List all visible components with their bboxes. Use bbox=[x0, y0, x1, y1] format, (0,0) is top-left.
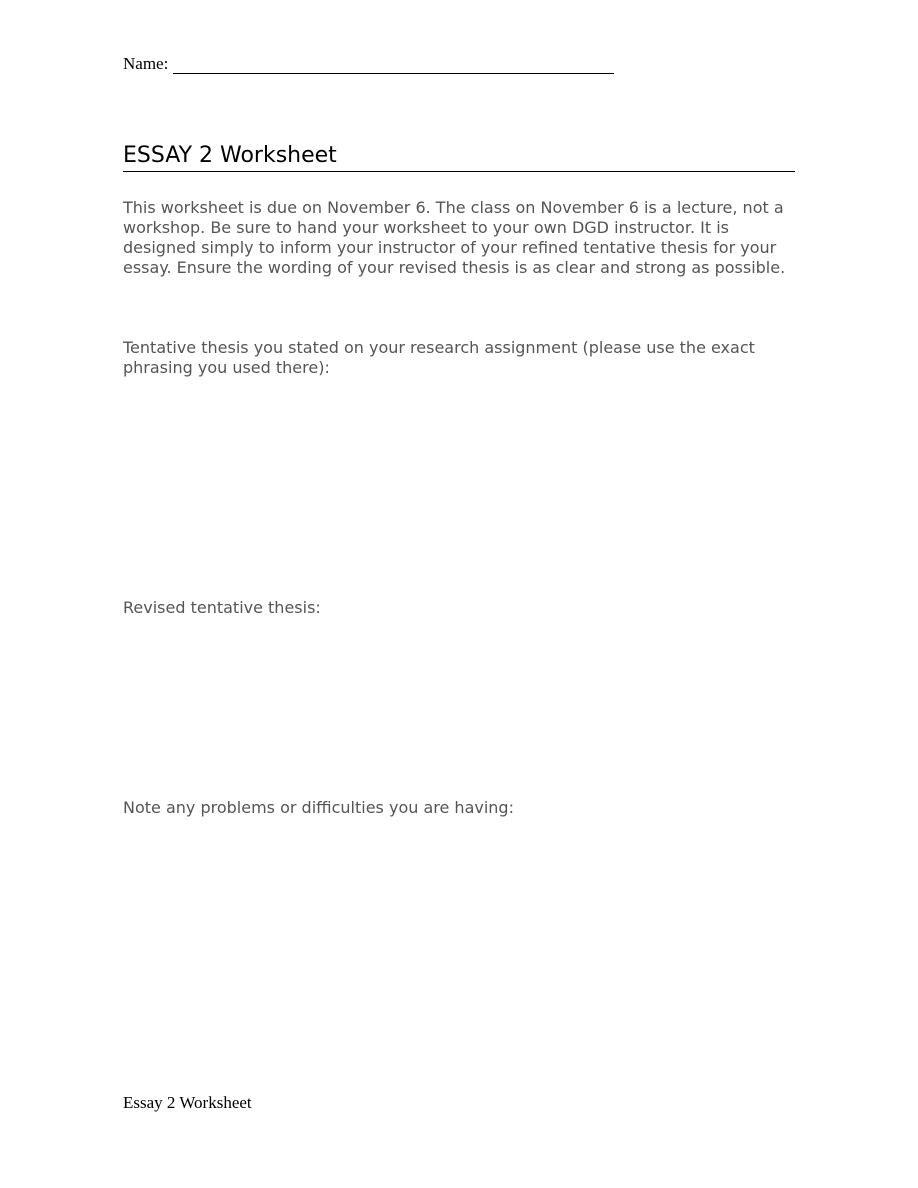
page-footer: Essay 2 Worksheet bbox=[123, 1093, 252, 1112]
name-blank-line[interactable] bbox=[173, 55, 614, 74]
intro-paragraph: This worksheet is due on November 6. The class on November 6 is a lecture, not a workshop. Be sure to hand your worksheet to your own DGD instructor. It is designed simply to inform your instructor of your refined tentative thesis for your essay. Ensure the wording of your revised thesis is as clear and strong as possible. bbox=[123, 198, 786, 277]
question-problems: Note any problems or difficulties you are having: bbox=[123, 798, 514, 817]
name-field bbox=[123, 54, 614, 74]
question-original-thesis: Tentative thesis you stated on your research assignment (please use the exact phrasing you used there): bbox=[123, 338, 755, 377]
question-revised-thesis: Revised tentative thesis: bbox=[123, 598, 321, 617]
page-title: ESSAY 2 Worksheet bbox=[123, 142, 795, 172]
name-label: Name: bbox=[123, 54, 169, 73]
